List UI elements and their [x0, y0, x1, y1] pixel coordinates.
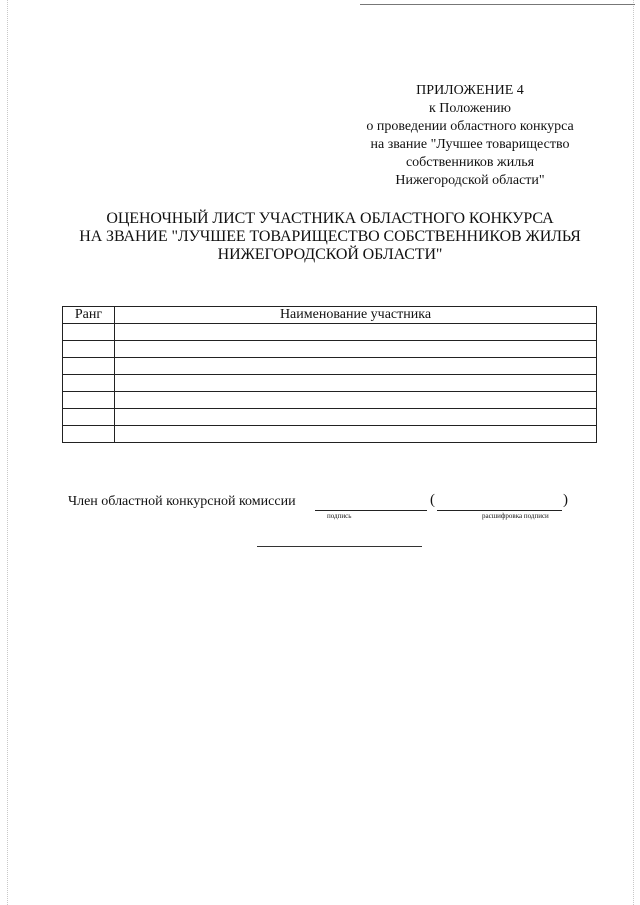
title-line: ОЦЕНОЧНЫЙ ЛИСТ УЧАСТНИКА ОБЛАСТНОГО КОНКУРСА: [106, 210, 554, 227]
table-row: [63, 324, 597, 341]
rank-cell[interactable]: [63, 426, 115, 443]
title-line: НА ЗВАНИЕ "ЛУЧШЕЕ ТОВАРИЩЕСТВО СОБСТВЕННИКОВ ЖИЛЬЯ: [79, 228, 581, 245]
participant-name-cell[interactable]: [115, 409, 597, 426]
appendix-line: Нижегородской области": [395, 173, 545, 188]
participant-name-cell[interactable]: [115, 392, 597, 409]
rank-cell[interactable]: [63, 392, 115, 409]
scan-edge-top: [360, 4, 635, 5]
rank-cell[interactable]: [63, 375, 115, 392]
signature-decoding-caption: расшифровка подписи: [482, 512, 549, 520]
appendix-line: на звание "Лучшее товарищество: [370, 137, 570, 152]
commission-member-label: Член областной конкурсной комиссии: [68, 494, 296, 509]
appendix-line: к Положению: [428, 101, 511, 116]
signature-decoding-field[interactable]: [437, 510, 562, 511]
rank-cell[interactable]: [63, 324, 115, 341]
separator-line: [257, 546, 422, 547]
participant-name-column-header: Наименование участника: [115, 307, 597, 324]
appendix-line: ПРИЛОЖЕНИЕ 4: [416, 83, 524, 98]
rank-cell[interactable]: [63, 358, 115, 375]
table-row: [63, 426, 597, 443]
rank-cell[interactable]: [63, 409, 115, 426]
signature-field[interactable]: [315, 510, 427, 511]
appendix-line: собственников жилья: [405, 155, 535, 170]
table-row: [63, 375, 597, 392]
scan-edge-right: [633, 0, 634, 905]
table-row: [63, 341, 597, 358]
table-header-row: [63, 307, 597, 324]
document-title: [60, 210, 600, 264]
table-row: [63, 358, 597, 375]
title-line: НИЖЕГОРОДСКОЙ ОБЛАСТИ": [217, 246, 443, 263]
participant-name-cell[interactable]: [115, 426, 597, 443]
table-row: [63, 392, 597, 409]
participant-name-cell[interactable]: [115, 324, 597, 341]
appendix-line: о проведении областного конкурса: [366, 119, 574, 134]
scan-edge-left: [7, 0, 8, 905]
participant-name-cell[interactable]: [115, 358, 597, 375]
signature-caption: подпись: [327, 512, 352, 520]
table-row: [63, 409, 597, 426]
rank-column-header: Ранг: [63, 307, 115, 324]
open-paren: (: [430, 492, 435, 508]
appendix-header: [340, 82, 600, 190]
participants-table: [62, 306, 597, 443]
rank-cell[interactable]: [63, 341, 115, 358]
participant-name-cell[interactable]: [115, 375, 597, 392]
participant-name-cell[interactable]: [115, 341, 597, 358]
close-paren: ): [563, 492, 568, 508]
